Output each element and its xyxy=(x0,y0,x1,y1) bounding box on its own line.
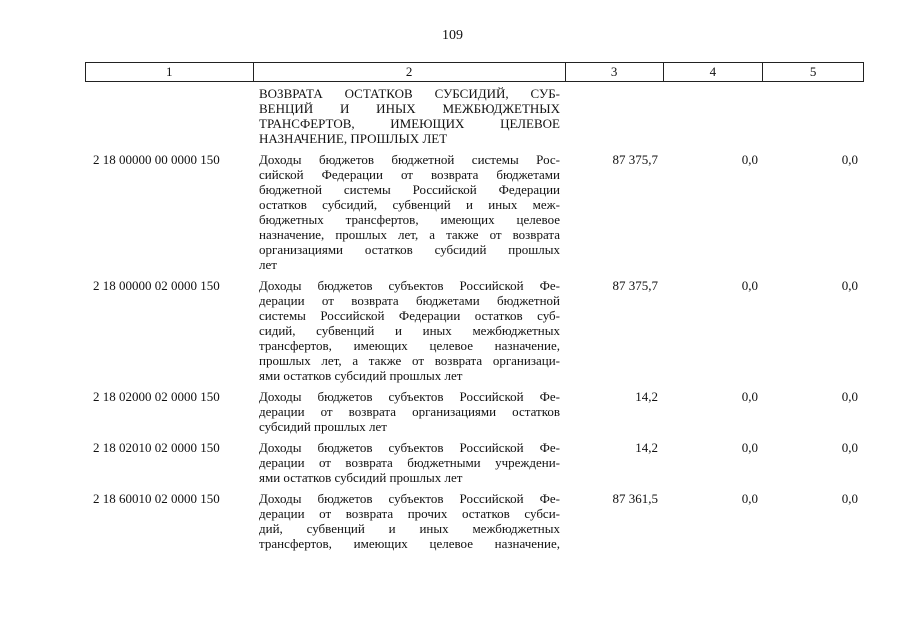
row-value-4: 0,0 xyxy=(741,152,758,167)
row-code: 2 18 60010 02 0000 150 xyxy=(93,491,220,506)
description-line: дий, субвенций и иных межбюджетных xyxy=(259,521,560,536)
column-header-5: 5 xyxy=(809,64,817,79)
description-line: Доходы бюджетов субъектов Российской Фе- xyxy=(259,440,560,455)
row-value-4 xyxy=(664,84,764,146)
description-line: ВЕНЦИЙ И ИНЫХ МЕЖБЮДЖЕТНЫХ xyxy=(259,101,560,116)
description-line: лет xyxy=(259,257,277,272)
description-line: ями остатков субсидий прошлых лет xyxy=(259,470,463,485)
table-row xyxy=(85,276,864,383)
description-line: ВОЗВРАТА ОСТАТКОВ СУБСИДИЙ, СУБ- xyxy=(259,86,560,101)
description-line: организациями остатков субсидий прошлых xyxy=(259,242,560,257)
description-line: НАЗНАЧЕНИЕ, ПРОШЛЫХ ЛЕТ xyxy=(259,131,448,146)
column-header-4: 4 xyxy=(664,63,764,81)
column-header-3: 3 xyxy=(566,63,664,81)
description-line: Доходы бюджетов субъектов Российской Фе- xyxy=(259,278,560,293)
description-line: дерации от возврата организациями остатков xyxy=(259,404,560,419)
row-value-3 xyxy=(566,84,664,146)
description-line: дерации от возврата бюджетами бюджетной xyxy=(259,293,560,308)
description-line: прошлых лет, а также от возврата организаци- xyxy=(259,353,560,368)
row-value-5: 0,0 xyxy=(841,389,858,404)
row-value-3: 87 375,7 xyxy=(612,278,658,293)
row-description xyxy=(253,150,566,272)
description-line: субсидий прошлых лет xyxy=(259,419,387,434)
row-value-4: 0,0 xyxy=(741,491,758,506)
table-row xyxy=(85,150,864,272)
description-line: назначение, прошлых лет, а также от возврата xyxy=(259,227,560,242)
row-value-4: 0,0 xyxy=(741,389,758,404)
row-description xyxy=(253,84,566,146)
description-line: системы Российской Федерации остатков суб- xyxy=(259,308,560,323)
description-line: бюджетных трансфертов, имеющих целевое xyxy=(259,212,560,227)
description-line: трансфертов, имеющих целевое назначение, xyxy=(259,338,560,353)
column-header-1: 1 xyxy=(86,63,254,81)
table-row xyxy=(85,438,864,485)
table-header xyxy=(85,62,864,82)
description-line: ями остатков субсидий прошлых лет xyxy=(259,368,463,383)
row-value-3: 87 361,5 xyxy=(612,491,658,506)
description-line: остатков субсидий, субвенций и иных меж- xyxy=(259,197,560,212)
row-value-3: 14,2 xyxy=(635,440,658,455)
row-value-4: 0,0 xyxy=(741,440,758,455)
row-value-3: 14,2 xyxy=(635,389,658,404)
table-row xyxy=(85,387,864,434)
column-header-2: 2 xyxy=(254,63,566,81)
row-description xyxy=(253,438,566,485)
description-line: Доходы бюджетов бюджетной системы Рос- xyxy=(259,152,560,167)
description-line: Доходы бюджетов субъектов Российской Фе- xyxy=(259,389,560,404)
description-line: бюджетной системы Российской Федерации xyxy=(259,182,560,197)
row-code xyxy=(85,84,253,146)
description-line: Доходы бюджетов субъектов Российской Фе- xyxy=(259,491,560,506)
table-row xyxy=(85,84,864,146)
row-value-3: 87 375,7 xyxy=(612,152,658,167)
description-line: дерации от возврата прочих остатков субси- xyxy=(259,506,560,521)
row-value-5: 0,0 xyxy=(841,491,858,506)
table-body xyxy=(85,84,864,551)
row-description xyxy=(253,276,566,383)
row-value-5 xyxy=(764,84,864,146)
row-value-4: 0,0 xyxy=(741,278,758,293)
row-code: 2 18 02010 02 0000 150 xyxy=(93,440,220,455)
description-line: сидий, субвенций и иных межбюджетных xyxy=(259,323,560,338)
row-description xyxy=(253,387,566,434)
description-line: сийской Федерации от возврата бюджетами xyxy=(259,167,560,182)
description-line: трансфертов, имеющих целевое назначение, xyxy=(259,536,560,551)
description-line: дерации от возврата бюджетными учреждени- xyxy=(259,455,560,470)
row-value-5: 0,0 xyxy=(841,152,858,167)
table-row xyxy=(85,489,864,551)
description-line: ТРАНСФЕРТОВ, ИМЕЮЩИХ ЦЕЛЕВОЕ xyxy=(259,116,560,131)
row-value-5: 0,0 xyxy=(841,278,858,293)
row-value-5: 0,0 xyxy=(841,440,858,455)
row-code: 2 18 02000 02 0000 150 xyxy=(93,389,220,404)
page-number: 109 xyxy=(442,28,463,43)
row-description xyxy=(253,489,566,551)
row-code: 2 18 00000 00 0000 150 xyxy=(93,152,220,167)
row-code: 2 18 00000 02 0000 150 xyxy=(93,278,220,293)
